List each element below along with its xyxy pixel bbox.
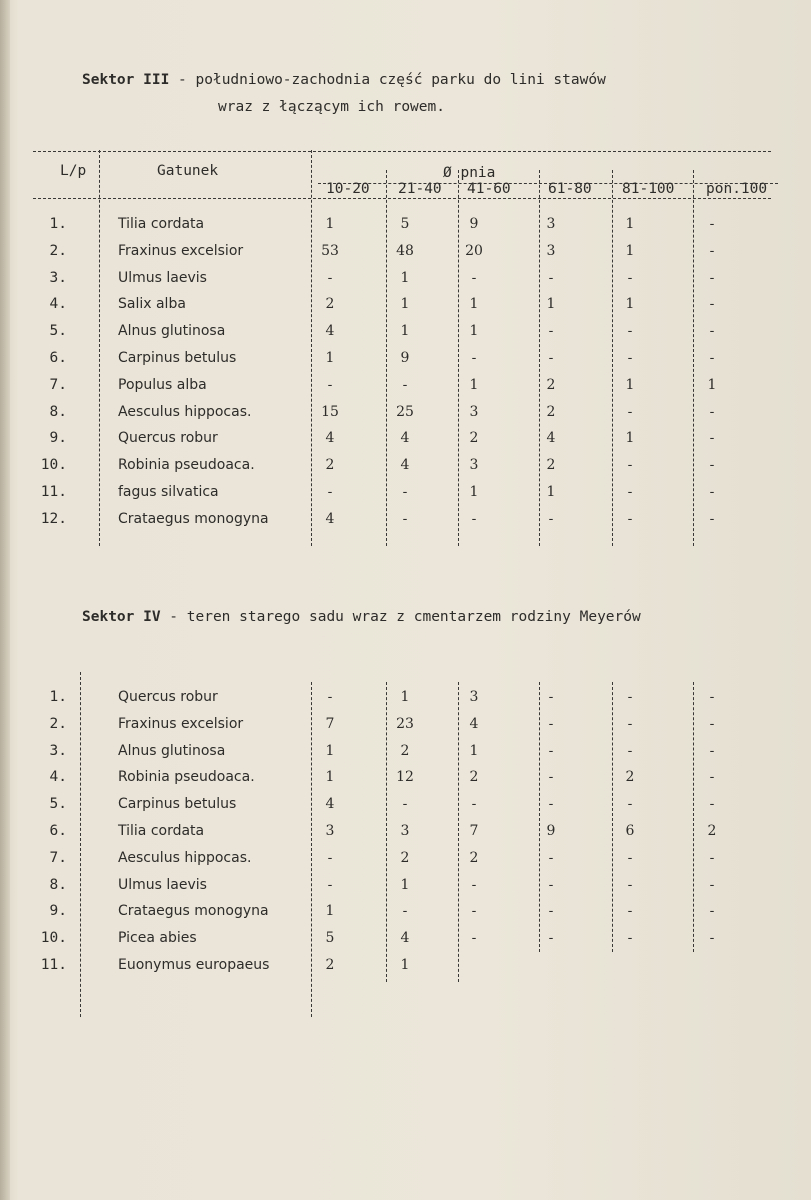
count-cell: 1 (400, 269, 410, 286)
count-cell: - (627, 796, 633, 813)
count-cell: - (709, 242, 715, 259)
count-cell: - (709, 323, 715, 340)
count-cell: 2 (325, 457, 335, 474)
count-cell: 1 (400, 957, 410, 973)
count-cell: - (709, 849, 715, 866)
sector3-title-rest: - południowo-zachodnia część parku do lini stawów (169, 72, 606, 88)
count-cell: 1 (325, 903, 335, 920)
species-name: Robinia pseudoaca. (118, 457, 255, 474)
count-cell: - (548, 742, 554, 759)
count-cell: - (548, 849, 554, 866)
count-cell: - (471, 930, 477, 947)
count-cell: - (471, 796, 477, 813)
count-cell: 3 (400, 823, 410, 839)
count-cell: - (327, 849, 333, 866)
row-number: 8. (49, 403, 67, 420)
species-name: Tilia cordata (118, 216, 205, 232)
count-cell: - (709, 769, 715, 786)
species-name: Carpinus betulus (118, 796, 237, 813)
species-name: Populus alba (118, 376, 207, 393)
count-cell: 2 (546, 376, 556, 393)
row-number: 8. (49, 876, 67, 893)
count-cell: 4 (400, 930, 410, 947)
count-cell: 1 (400, 323, 410, 340)
count-cell: 53 (321, 242, 339, 259)
count-cell: 7 (469, 823, 479, 839)
count-cell: - (327, 376, 333, 393)
count-cell: - (627, 323, 633, 340)
species-name: Tilia cordata (118, 823, 205, 839)
species-name: Euonymus europaeus (118, 957, 270, 973)
count-cell: - (627, 849, 633, 866)
header-range-2: 21-40 (398, 181, 442, 197)
count-cell: - (471, 510, 477, 527)
count-cell: - (548, 689, 554, 705)
row-number: 6. (49, 823, 67, 839)
count-cell: - (627, 350, 633, 366)
species-name: Alnus glutinosa (118, 742, 226, 759)
count-cell: 1 (625, 242, 635, 259)
row-number: 4. (49, 296, 67, 313)
row-number: 7. (49, 376, 67, 393)
row-number: 10. (40, 930, 67, 947)
header-range-5: 81-100 (622, 181, 675, 197)
count-cell: - (548, 903, 554, 920)
count-cell: - (627, 876, 633, 893)
count-cell: - (627, 742, 633, 759)
count-cell: - (709, 903, 715, 920)
count-cell: - (627, 930, 633, 947)
sector4-title-bold: Sektor IV (82, 609, 161, 625)
species-name: Alnus glutinosa (118, 323, 226, 340)
count-cell: 1 (546, 484, 556, 500)
count-cell: - (709, 510, 715, 527)
count-cell: 4 (400, 430, 410, 447)
sector3-title-line2: wraz z łączącym ich rowem. (218, 99, 445, 115)
count-cell: 3 (325, 823, 335, 839)
count-cell: 4 (325, 510, 335, 527)
count-cell: - (548, 350, 554, 366)
count-cell: 4 (400, 457, 410, 474)
count-cell: 1 (469, 323, 479, 340)
count-cell: 1 (625, 430, 635, 447)
count-cell: - (548, 510, 554, 527)
count-cell: - (709, 742, 715, 759)
count-cell: - (402, 903, 408, 920)
count-cell: - (548, 269, 554, 286)
row-number: 5. (49, 323, 67, 340)
species-name: Ulmus laevis (118, 876, 207, 893)
row-number: 9. (49, 903, 67, 920)
count-cell: 2 (707, 823, 717, 839)
count-cell: 12 (396, 769, 414, 786)
count-cell: 5 (325, 930, 335, 947)
header-diameter: Ø pnia (443, 165, 496, 181)
count-cell: - (627, 715, 633, 732)
count-cell: - (402, 796, 408, 813)
species-name: Crataegus monogyna (118, 510, 269, 527)
count-cell: 20 (465, 242, 483, 259)
count-cell: - (471, 350, 477, 366)
count-cell: - (709, 876, 715, 893)
count-cell: - (627, 689, 633, 705)
count-cell: - (327, 689, 333, 705)
count-cell: - (402, 484, 408, 500)
sector4-title-rest: - teren starego sadu wraz z cmentarzem rodziny Meyerów (160, 609, 641, 625)
count-cell: 2 (400, 742, 410, 759)
species-name: Salix alba (118, 296, 186, 313)
count-cell: - (471, 876, 477, 893)
count-cell: - (627, 269, 633, 286)
count-cell: 2 (546, 403, 556, 420)
count-cell: - (402, 376, 408, 393)
count-cell: 2 (546, 457, 556, 474)
count-cell: - (709, 296, 715, 313)
count-cell: 9 (546, 823, 556, 839)
count-cell: 1 (469, 296, 479, 313)
count-cell: - (471, 903, 477, 920)
species-name: Fraxinus excelsior (118, 242, 244, 259)
species-name: Carpinus betulus (118, 350, 237, 366)
header-lp: L/p (60, 163, 87, 179)
species-name: Aesculus hippocas. (118, 849, 252, 866)
count-cell: 3 (469, 689, 479, 705)
species-name: Fraxinus excelsior (118, 715, 244, 732)
count-cell: 4 (325, 796, 335, 813)
count-cell: 4 (469, 715, 479, 732)
count-cell: - (709, 350, 715, 366)
count-cell: 1 (400, 689, 410, 705)
row-number: 10. (40, 457, 67, 474)
count-cell: - (327, 269, 333, 286)
count-cell: 15 (321, 403, 339, 420)
count-cell: 48 (396, 242, 414, 259)
sector4-title (82, 609, 641, 625)
row-number: 7. (49, 849, 67, 866)
row-number: 2. (49, 242, 67, 259)
count-cell: 3 (469, 457, 479, 474)
species-name: fagus silvatica (118, 484, 219, 500)
species-name: Aesculus hippocas. (118, 403, 252, 420)
header-range-3: 41-60 (467, 181, 511, 197)
row-number: 12. (40, 510, 67, 527)
count-cell: 3 (469, 403, 479, 420)
count-cell: 4 (325, 323, 335, 340)
count-cell: - (709, 457, 715, 474)
species-name: Picea abies (118, 930, 197, 947)
count-cell: 3 (546, 216, 556, 232)
species-name: Robinia pseudoaca. (118, 769, 255, 786)
count-cell: - (548, 796, 554, 813)
page-binding-edge (0, 0, 10, 1200)
count-cell: 1 (325, 742, 335, 759)
count-cell: 1 (625, 296, 635, 313)
count-cell: - (627, 510, 633, 527)
count-cell: 2 (469, 430, 479, 447)
count-cell: 1 (325, 350, 335, 366)
count-cell: 2 (325, 957, 335, 973)
count-cell: - (709, 796, 715, 813)
row-number: 3. (49, 269, 67, 286)
count-cell: 1 (469, 376, 479, 393)
header-range-6: pon.100 (706, 181, 768, 197)
header-range-4: 61-80 (548, 181, 592, 197)
count-cell: 1 (325, 769, 335, 786)
count-cell: - (627, 484, 633, 500)
count-cell: 4 (325, 430, 335, 447)
count-cell: 6 (625, 823, 635, 839)
row-number: 1. (49, 689, 67, 705)
count-cell: - (709, 484, 715, 500)
count-cell: 1 (469, 742, 479, 759)
count-cell: 1 (325, 216, 335, 232)
count-cell: - (548, 930, 554, 947)
header-gatunek: Gatunek (157, 163, 219, 179)
count-cell: - (548, 323, 554, 340)
row-number: 2. (49, 715, 67, 732)
count-cell: 2 (469, 769, 479, 786)
count-cell: - (627, 457, 633, 474)
count-cell: - (709, 403, 715, 420)
row-number: 3. (49, 742, 67, 759)
count-cell: 2 (325, 296, 335, 313)
species-name: Quercus robur (118, 430, 218, 447)
row-number: 11. (40, 957, 67, 973)
s3-col-sep-1 (99, 150, 100, 546)
row-number: 11. (40, 484, 67, 500)
count-cell: - (471, 269, 477, 286)
count-cell: 2 (625, 769, 635, 786)
row-number: 5. (49, 796, 67, 813)
count-cell: 4 (546, 430, 556, 447)
count-cell: - (709, 930, 715, 947)
count-cell: - (327, 876, 333, 893)
count-cell: - (627, 903, 633, 920)
species-name: Quercus robur (118, 689, 218, 705)
count-cell: 25 (396, 403, 414, 420)
count-cell: 7 (325, 715, 335, 732)
species-name: Ulmus laevis (118, 269, 207, 286)
s4-col-sep-1 (80, 672, 81, 1017)
count-cell: - (709, 715, 715, 732)
count-cell: - (709, 216, 715, 232)
count-cell: - (327, 484, 333, 500)
count-cell: - (709, 269, 715, 286)
count-cell: 1 (400, 876, 410, 893)
count-cell: - (402, 510, 408, 527)
row-number: 6. (49, 350, 67, 366)
count-cell: 2 (469, 849, 479, 866)
sector3-title (82, 72, 606, 88)
header-range-1: 10-20 (326, 181, 370, 197)
count-cell: - (548, 876, 554, 893)
count-cell: - (709, 430, 715, 447)
count-cell: - (709, 689, 715, 705)
count-cell: 1 (400, 296, 410, 313)
count-cell: 1 (469, 484, 479, 500)
count-cell: 5 (400, 216, 410, 232)
count-cell: - (627, 403, 633, 420)
count-cell: - (548, 715, 554, 732)
species-name: Crataegus monogyna (118, 903, 269, 920)
row-number: 1. (49, 216, 67, 232)
row-number: 9. (49, 430, 67, 447)
count-cell: 9 (400, 350, 410, 366)
header-bottom-rule (33, 198, 771, 199)
header-top-rule (33, 151, 771, 152)
count-cell: 3 (546, 242, 556, 259)
count-cell: 2 (400, 849, 410, 866)
count-cell: 9 (469, 216, 479, 232)
count-cell: 23 (396, 715, 414, 732)
count-cell: 1 (546, 296, 556, 313)
count-cell: - (548, 769, 554, 786)
count-cell: 1 (625, 376, 635, 393)
count-cell: 1 (707, 376, 717, 393)
sector3-title-bold: Sektor III (82, 72, 170, 88)
count-cell: 1 (625, 216, 635, 232)
row-number: 4. (49, 769, 67, 786)
